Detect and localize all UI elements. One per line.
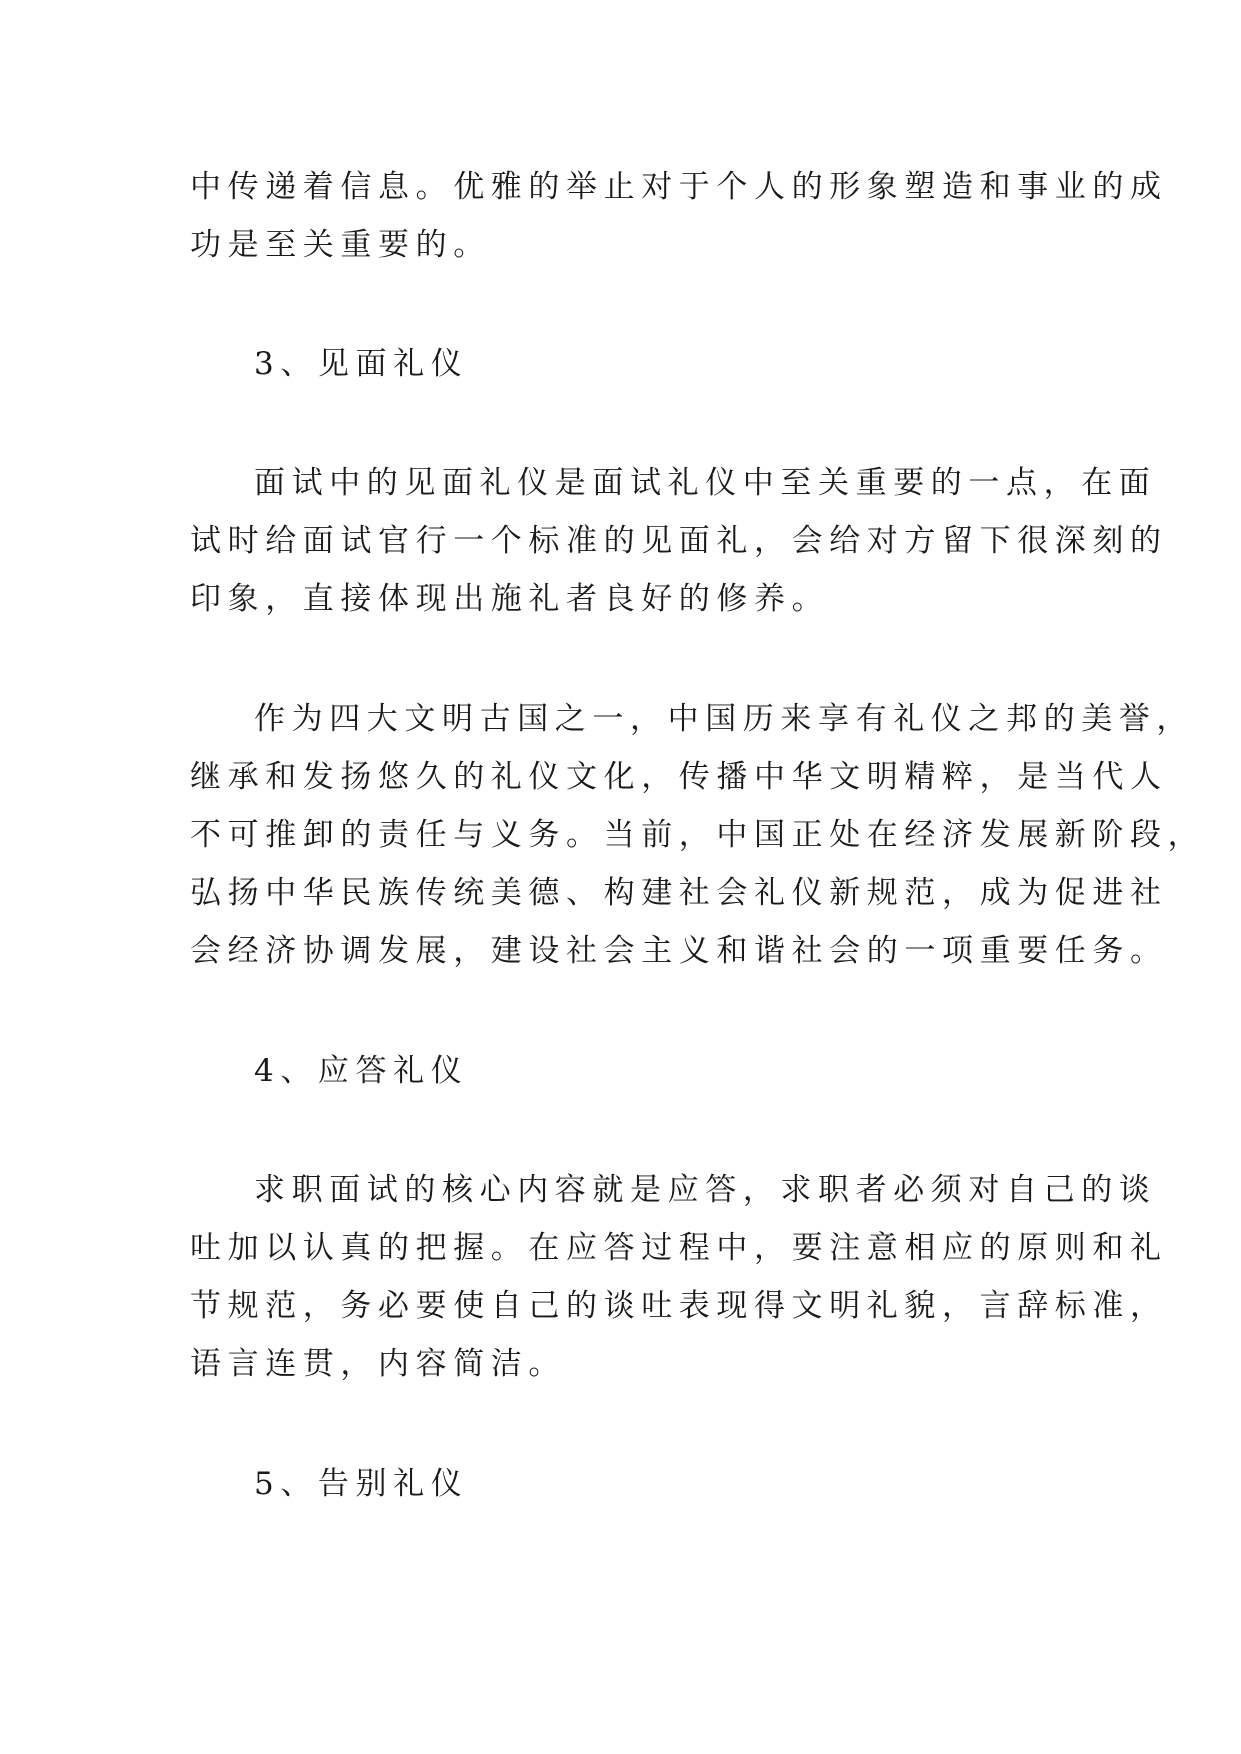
section-heading: 4、应答礼仪 <box>254 1053 469 1089</box>
body-text-line: 面试中的见面礼仪是面试礼仪中至关重要的一点，在面 <box>254 465 1157 501</box>
body-text-line: 语言连贯，内容简洁。 <box>190 1346 566 1382</box>
body-text-line: 作为四大文明古国之一，中国历来享有礼仪之邦的美誉， <box>254 701 1194 737</box>
body-text-line: 吐加以认真的把握。在应答过程中，要注意相应的原则和礼 <box>190 1230 1168 1266</box>
body-text-line: 节规范，务必要使自己的谈吐表现得文明礼貌，言辞标准， <box>190 1288 1168 1324</box>
body-text-line: 试时给面试官行一个标准的见面礼，会给对方留下很深刻的 <box>190 523 1168 559</box>
body-text-line: 不可推卸的责任与义务。当前，中国正处在经济发展新阶段， <box>190 817 1206 853</box>
section-heading: 5、告别礼仪 <box>254 1466 469 1502</box>
body-text-line: 中传递着信息。优雅的举止对于个人的形象塑造和事业的成 <box>190 169 1168 205</box>
body-text-line: 继承和发扬悠久的礼仪文化，传播中华文明精粹，是当代人 <box>190 759 1168 795</box>
section-heading: 3、见面礼仪 <box>254 346 469 382</box>
body-text-line: 求职面试的核心内容就是应答，求职者必须对自己的谈 <box>254 1172 1157 1208</box>
body-text-line: 印象，直接体现出施礼者良好的修养。 <box>190 581 830 617</box>
body-text-line: 会经济协调发展，建设社会主义和谐社会的一项重要任务。 <box>190 933 1168 969</box>
body-text-line: 弘扬中华民族传统美德、构建社会礼仪新规范，成为促进社 <box>190 875 1168 911</box>
body-text-line: 功是至关重要的。 <box>190 227 491 263</box>
